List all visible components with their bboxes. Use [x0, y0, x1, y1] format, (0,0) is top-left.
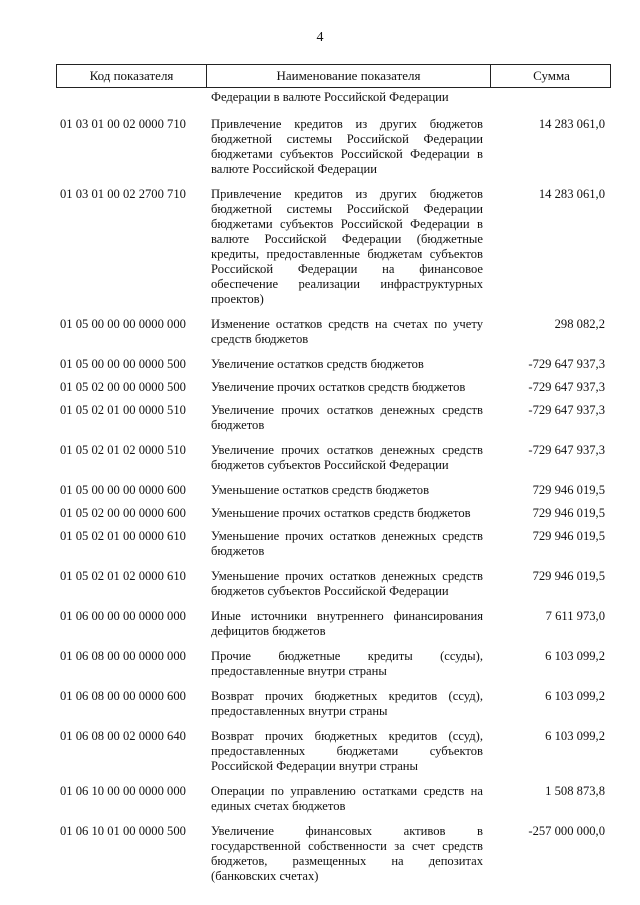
- code-cell: 01 05 02 01 00 0000 510: [60, 403, 186, 417]
- name-cell: Прочие бюджетные кредиты (ссуды), предоставленные внутри страны: [211, 649, 483, 678]
- code-cell: 01 05 02 01 02 0000 510: [60, 443, 186, 457]
- sum-cell: [489, 90, 611, 105]
- table-header: [56, 64, 611, 88]
- table-row: [56, 483, 611, 498]
- code-cell: 01 06 08 00 00 0000 000: [60, 649, 186, 663]
- code-cell: 01 06 10 00 00 0000 000: [60, 784, 186, 798]
- sum-cell: 14 283 061,0: [538, 117, 605, 131]
- table-row: [56, 729, 611, 774]
- table-row: [56, 317, 611, 347]
- name-cell: Уменьшение прочих остатков денежных средств бюджетов субъектов Российской Федерации: [211, 569, 483, 598]
- sum-cell: 7 611 973,0: [545, 609, 605, 623]
- table-row: [56, 380, 611, 395]
- name-cell: Увеличение прочих остатков денежных средств бюджетов субъектов Российской Федерации: [211, 443, 483, 472]
- code-cell: 01 03 01 00 02 2700 710: [60, 187, 186, 201]
- code-cell: 01 06 08 00 00 0000 600: [60, 689, 186, 703]
- sum-cell: 6 103 099,2: [545, 729, 605, 743]
- sum-cell: 298 082,2: [554, 317, 605, 331]
- code-cell: 01 06 00 00 00 0000 000: [60, 609, 186, 623]
- continuation-row: [56, 90, 611, 105]
- name-cell: Уменьшение прочих остатков денежных средств бюджетов: [211, 529, 483, 558]
- name-cell: Возврат прочих бюджетных кредитов (ссуд), предоставленных внутри страны: [211, 689, 483, 718]
- indicator-table: [56, 64, 611, 884]
- page-number: 4: [316, 30, 324, 45]
- table-row: [56, 649, 611, 679]
- table-row: [56, 609, 611, 639]
- sum-cell: -729 647 937,3: [528, 357, 605, 371]
- table-row: [56, 824, 611, 884]
- sum-cell: 14 283 061,0: [538, 187, 605, 201]
- table-row: [56, 443, 611, 473]
- header-code: Код показателя: [89, 68, 174, 83]
- code-cell: 01 05 02 00 00 0000 600: [60, 506, 186, 520]
- name-cell: Возврат прочих бюджетных кредитов (ссуд), предоставленных бюджетами субъектов Российской Федерации внутри страны: [211, 729, 483, 773]
- name-cell: Уменьшение прочих остатков средств бюджетов: [211, 506, 471, 520]
- code-cell: [56, 90, 205, 105]
- sum-cell: 1 508 873,8: [545, 784, 605, 798]
- header-sum: Сумма: [490, 65, 612, 87]
- sum-cell: -729 647 937,3: [528, 443, 605, 457]
- table-row: [56, 689, 611, 719]
- table-row: [56, 357, 611, 372]
- name-cell: Увеличение прочих остатков денежных средств бюджетов: [211, 403, 483, 432]
- table-row: [56, 529, 611, 559]
- code-cell: 01 06 08 00 02 0000 640: [60, 729, 186, 743]
- sum-cell: 729 946 019,5: [532, 506, 605, 520]
- name-cell: Привлечение кредитов из других бюджетов бюджетной системы Российской Федерации бюджетами субъектов Российской Федерации в валюте Российской Федерации: [211, 117, 483, 176]
- name-cell: Привлечение кредитов из других бюджетов бюджетной системы Российской Федерации бюджетами субъектов Российской Федерации в валюте Российской Федерации (бюджетные кредиты, предоставленные бюджетам субъектов Российской Федерации на финансовое обеспечение реализации инфраструктурных проектов): [211, 187, 483, 306]
- name-cell: Иные источники внутреннего финансирования дефицитов бюджетов: [211, 609, 483, 638]
- sum-cell: 729 946 019,5: [532, 569, 605, 583]
- table-row: [56, 569, 611, 599]
- table-row: [56, 403, 611, 433]
- name-cell: Операции по управлению остатками средств на единых счетах бюджетов: [211, 784, 483, 813]
- sum-cell: 729 946 019,5: [532, 529, 605, 543]
- name-cell: Изменение остатков средств на счетах по учету средств бюджетов: [211, 317, 483, 346]
- name-cell: Уменьшение остатков средств бюджетов: [211, 483, 430, 497]
- name-cell: Федерации в валюте Российской Федерации: [211, 90, 449, 104]
- table-row: [56, 117, 611, 177]
- code-cell: 01 05 02 01 02 0000 610: [60, 569, 186, 583]
- code-cell: 01 05 00 00 00 0000 600: [60, 483, 186, 497]
- sum-cell: -729 647 937,3: [528, 380, 605, 394]
- table-row: [56, 187, 611, 307]
- name-cell: Увеличение остатков средств бюджетов: [211, 357, 424, 371]
- code-cell: 01 06 10 01 00 0000 500: [60, 824, 186, 838]
- name-cell: Увеличение финансовых активов в государственной собственности за счет средств бюджетов, размещенных на депозитах (банковских счетах): [211, 824, 483, 883]
- sum-cell: -257 000 000,0: [528, 824, 605, 838]
- code-cell: 01 05 00 00 00 0000 500: [60, 357, 186, 371]
- name-cell: Увеличение прочих остатков средств бюджетов: [211, 380, 466, 394]
- header-name: Наименование показателя: [206, 65, 490, 87]
- table-row: [56, 784, 611, 814]
- sum-cell: 6 103 099,2: [545, 649, 605, 663]
- sum-cell: 6 103 099,2: [545, 689, 605, 703]
- code-cell: 01 05 02 00 00 0000 500: [60, 380, 186, 394]
- code-cell: 01 03 01 00 02 0000 710: [60, 117, 186, 131]
- table-row: [56, 506, 611, 521]
- code-cell: 01 05 02 01 00 0000 610: [60, 529, 186, 543]
- code-cell: 01 05 00 00 00 0000 000: [60, 317, 186, 331]
- sum-cell: 729 946 019,5: [532, 483, 605, 497]
- sum-cell: -729 647 937,3: [528, 403, 605, 417]
